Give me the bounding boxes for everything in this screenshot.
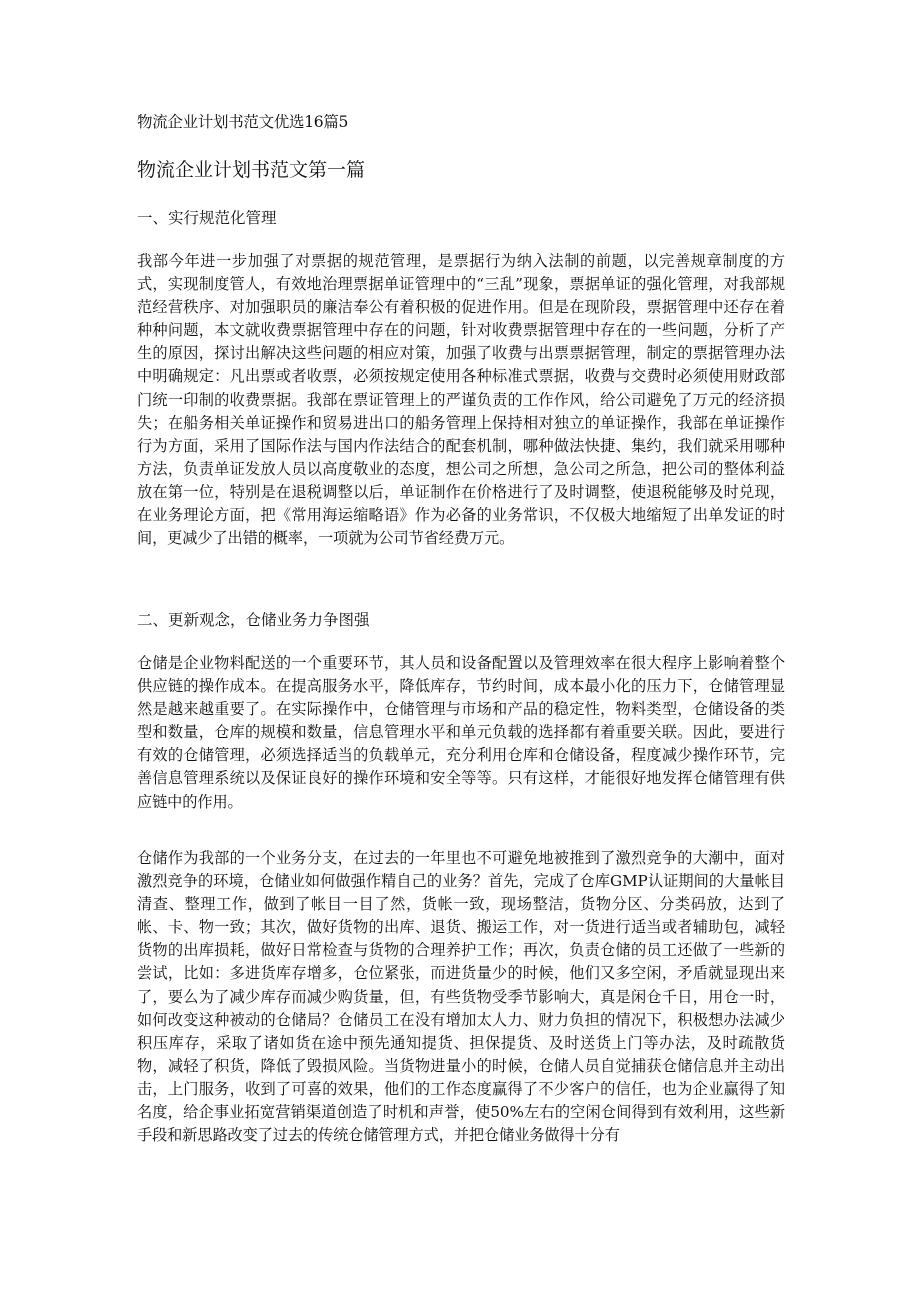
paragraph-warehousing-overview: 仓储是企业物料配送的一个重要环节，其人员和设备配置以及管理效率在很大程序上影响着整个供应链的操作成本。在提高服务水平，降低库存，节约时间，成本最小化的压力下，仓储管理显然是越来越重要了。在实际操作中，仓储管理与市场和产品的稳定性，物料类型，仓储设备的类型和数量，仓库的规模和数量，信息管理水平和单元负载的选择都有着重要关联。因此，要进行有效的仓储管理，必须选择适当的负载单元，充分利用仓库和仓储设备，程度减少操作环节，完善信息管理系统以及保证良好的操作环境和安全等等。只有这样，才能很好地发挥仓储管理有供应链中的作用。 <box>137 654 785 811</box>
section-title: 物流企业计划书范文第一篇 <box>137 159 366 181</box>
heading-warehousing-business: 二、更新观念，仓储业务力争图强 <box>137 611 370 629</box>
document-title: 物流企业计划书范文优选16篇5 <box>137 113 349 131</box>
heading-standardized-management: 一、实行规范化管理 <box>137 209 277 227</box>
paragraph-warehousing-practice: 仓储作为我部的一个业务分支，在过去的一年里也不可避免地被推到了激烈竞争的大潮中，面对激烈竞争的环境，仓储业如何做强作精自己的业务？首先，完成了仓库GMP认证期间的大量帐目清查、整理工作，做到了帐目一目了然，货帐一致，现场整洁，货物分区、分类码放，达到了帐、卡、物一致；其次，做好货物的出库、退货、搬运工作，对一货进行适当或者辅助包，减轻货物的出库损耗，做好日常检查与货物的合理养护工作；再次，负责仓储的员工还做了一些新的尝试，比如：多进货库存增多，仓位紧张，而进货量少的时候，他们又多空闲，矛盾就显现出来了，要么为了减少库存而减少购货量，但，有些货物受季节影响大，真是闲仓千日，用仓一时，如何改变这种被动的仓储局？仓储员工在没有增加太人力、财力负担的情况下，积极想办法减少积压库存，采取了诸如货在途中预先通知提货、担保提货、及时送货上门等办法，及时疏散货物，减轻了积货，降低了毁损风险。当货物进量小的时候，仓储人员自觉捕获仓储信息并主动出击，上门服务，收到了可喜的效果，他们的工作态度赢得了不少客户的信任，也为企业赢得了知名度，给企事业拓宽营销渠道创造了时机和声誉，使50%左右的空闲仓间得到有效利用，这些新手段和新思路改变了过去的传统仓储管理方式，并把仓储业务做得十分有 <box>137 849 785 1145</box>
paragraph-bill-management: 我部今年进一步加强了对票据的规范管理，是票据行为纳入法制的前题，以完善规章制度的方式，实现制度管人，有效地治理票据单证管理中的“三乱”现象，票据单证的强化管理，对我部规范经营秩序、对加强职员的廉洁奉公有着积极的促进作用。但是在现阶段，票据管理中还存在着种种问题，本文就收费票据管理中存在的问题，针对收费票据管理中存在的一些问题，分析了产生的原因，探讨出解决这些问题的相应对策，加强了收费与出票票据管理，制定的票据管理办法中明确规定：凡出票或者收票，必须按规定使用各种标准式票据，收费与交费时必须使用财政部门统一印制的收费票据。我部在票证管理上的严谨负责的工作作风，给公司避免了万元的经济损失；在船务相关单证操作和贸易进出口的船务管理上保持相对独立的单证操作，我部在单证操作行为方面，采用了国际作法与国内作法结合的配套机制，哪种做法快捷、集约，我们就采用哪种方法，负责单证发放人员以高度敬业的态度，想公司之所想，急公司之所急，把公司的整体利益放在第一位，特别是在退税调整以后，单证制作在价格进行了及时调整，使退税能够及时兑现，在业务理论方面，把《常用海运缩略语》作为必备的业务常识，不仅极大地缩短了出单发证的时间，更减少了出错的概率，一项就为公司节省经费万元。 <box>137 252 785 548</box>
